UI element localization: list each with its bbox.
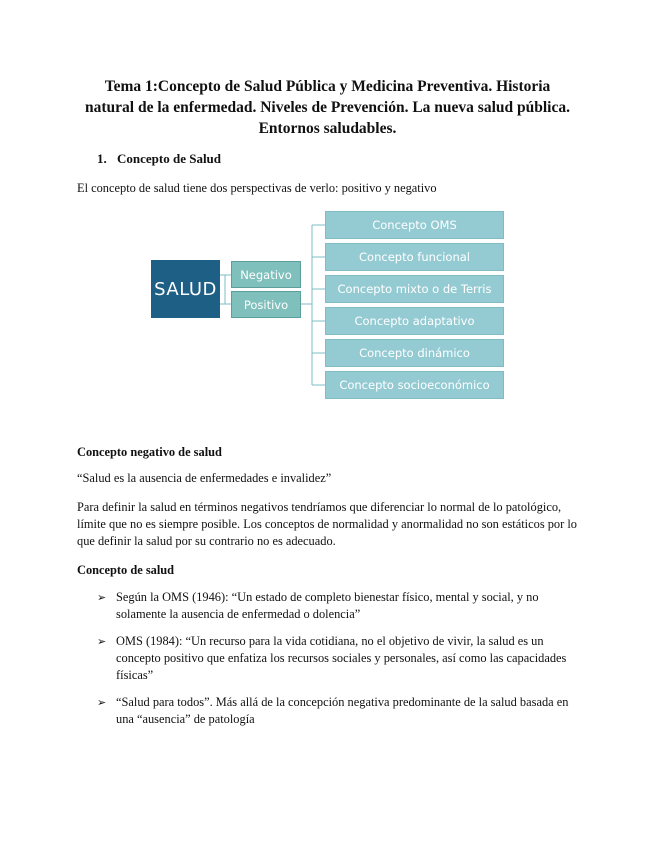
- bullet-item: [97, 589, 577, 623]
- leaf-concepto-funcional: Concepto funcional: [325, 243, 504, 271]
- intro-paragraph: El concepto de salud tiene dos perspectivas de verlo: positivo y negativo: [77, 181, 437, 195]
- negativo-paragraph: Para definir la salud en términos negativos tendríamos que diferenciar lo normal de lo patológico, límite que no es siempre posible. Los conceptos de normalidad y anormalidad no son estáticos por lo que definir la salud por su contrario no es adecuado.: [77, 500, 577, 548]
- positivo-node: Positivo: [231, 291, 301, 318]
- bullet-item: [97, 694, 577, 728]
- leaf-concepto-oms: Concepto OMS: [325, 211, 504, 239]
- bullet-text: OMS (1984): “Un recurso para la vida cotidiana, no el objetivo de vivir, la salud es un concepto positivo que enfatiza los recursos sociales y personales, así como las capacidades físicas”: [116, 634, 567, 682]
- negativo-quote: “Salud es la ausencia de enfermedades e invalidez”: [77, 471, 332, 485]
- arrow-bullet-icon: ➢: [97, 696, 107, 709]
- leaf-concepto-mixto: Concepto mixto o de Terris: [325, 275, 504, 303]
- negativo-node: Negativo: [231, 261, 301, 288]
- section-heading: [97, 150, 221, 168]
- bullet-text: Según la OMS (1946): “Un estado de completo bienestar físico, mental y social, y no solamente la ausencia de enfermedad o dolencia”: [116, 590, 539, 621]
- salud-root-node: SALUD: [151, 260, 220, 318]
- bullet-item: [97, 633, 577, 684]
- negativo-heading: Concepto negativo de salud: [77, 445, 222, 459]
- positivo-bullet-list: [97, 589, 577, 738]
- arrow-bullet-icon: ➢: [97, 591, 107, 604]
- leaf-concepto-dinamico: Concepto dinámico: [325, 339, 504, 367]
- positivo-heading: Concepto de salud: [77, 563, 175, 577]
- leaf-concepto-adaptativo: Concepto adaptativo: [325, 307, 504, 335]
- bullet-text: “Salud para todos”. Más allá de la concepción negativa predominante de la salud basada en una “ausencia” de patología: [116, 695, 569, 726]
- document-title: Tema 1:Concepto de Salud Pública y Medicina Preventiva. Historia natural de la enfermedad. Niveles de Prevención. La nueva salud pública. Entornos saludables.: [85, 78, 570, 137]
- section-title: Concepto de Salud: [117, 151, 222, 166]
- arrow-bullet-icon: ➢: [97, 635, 107, 648]
- section-number: 1.: [97, 151, 107, 166]
- leaf-concepto-socioeconomico: Concepto socioeconómico: [325, 371, 504, 399]
